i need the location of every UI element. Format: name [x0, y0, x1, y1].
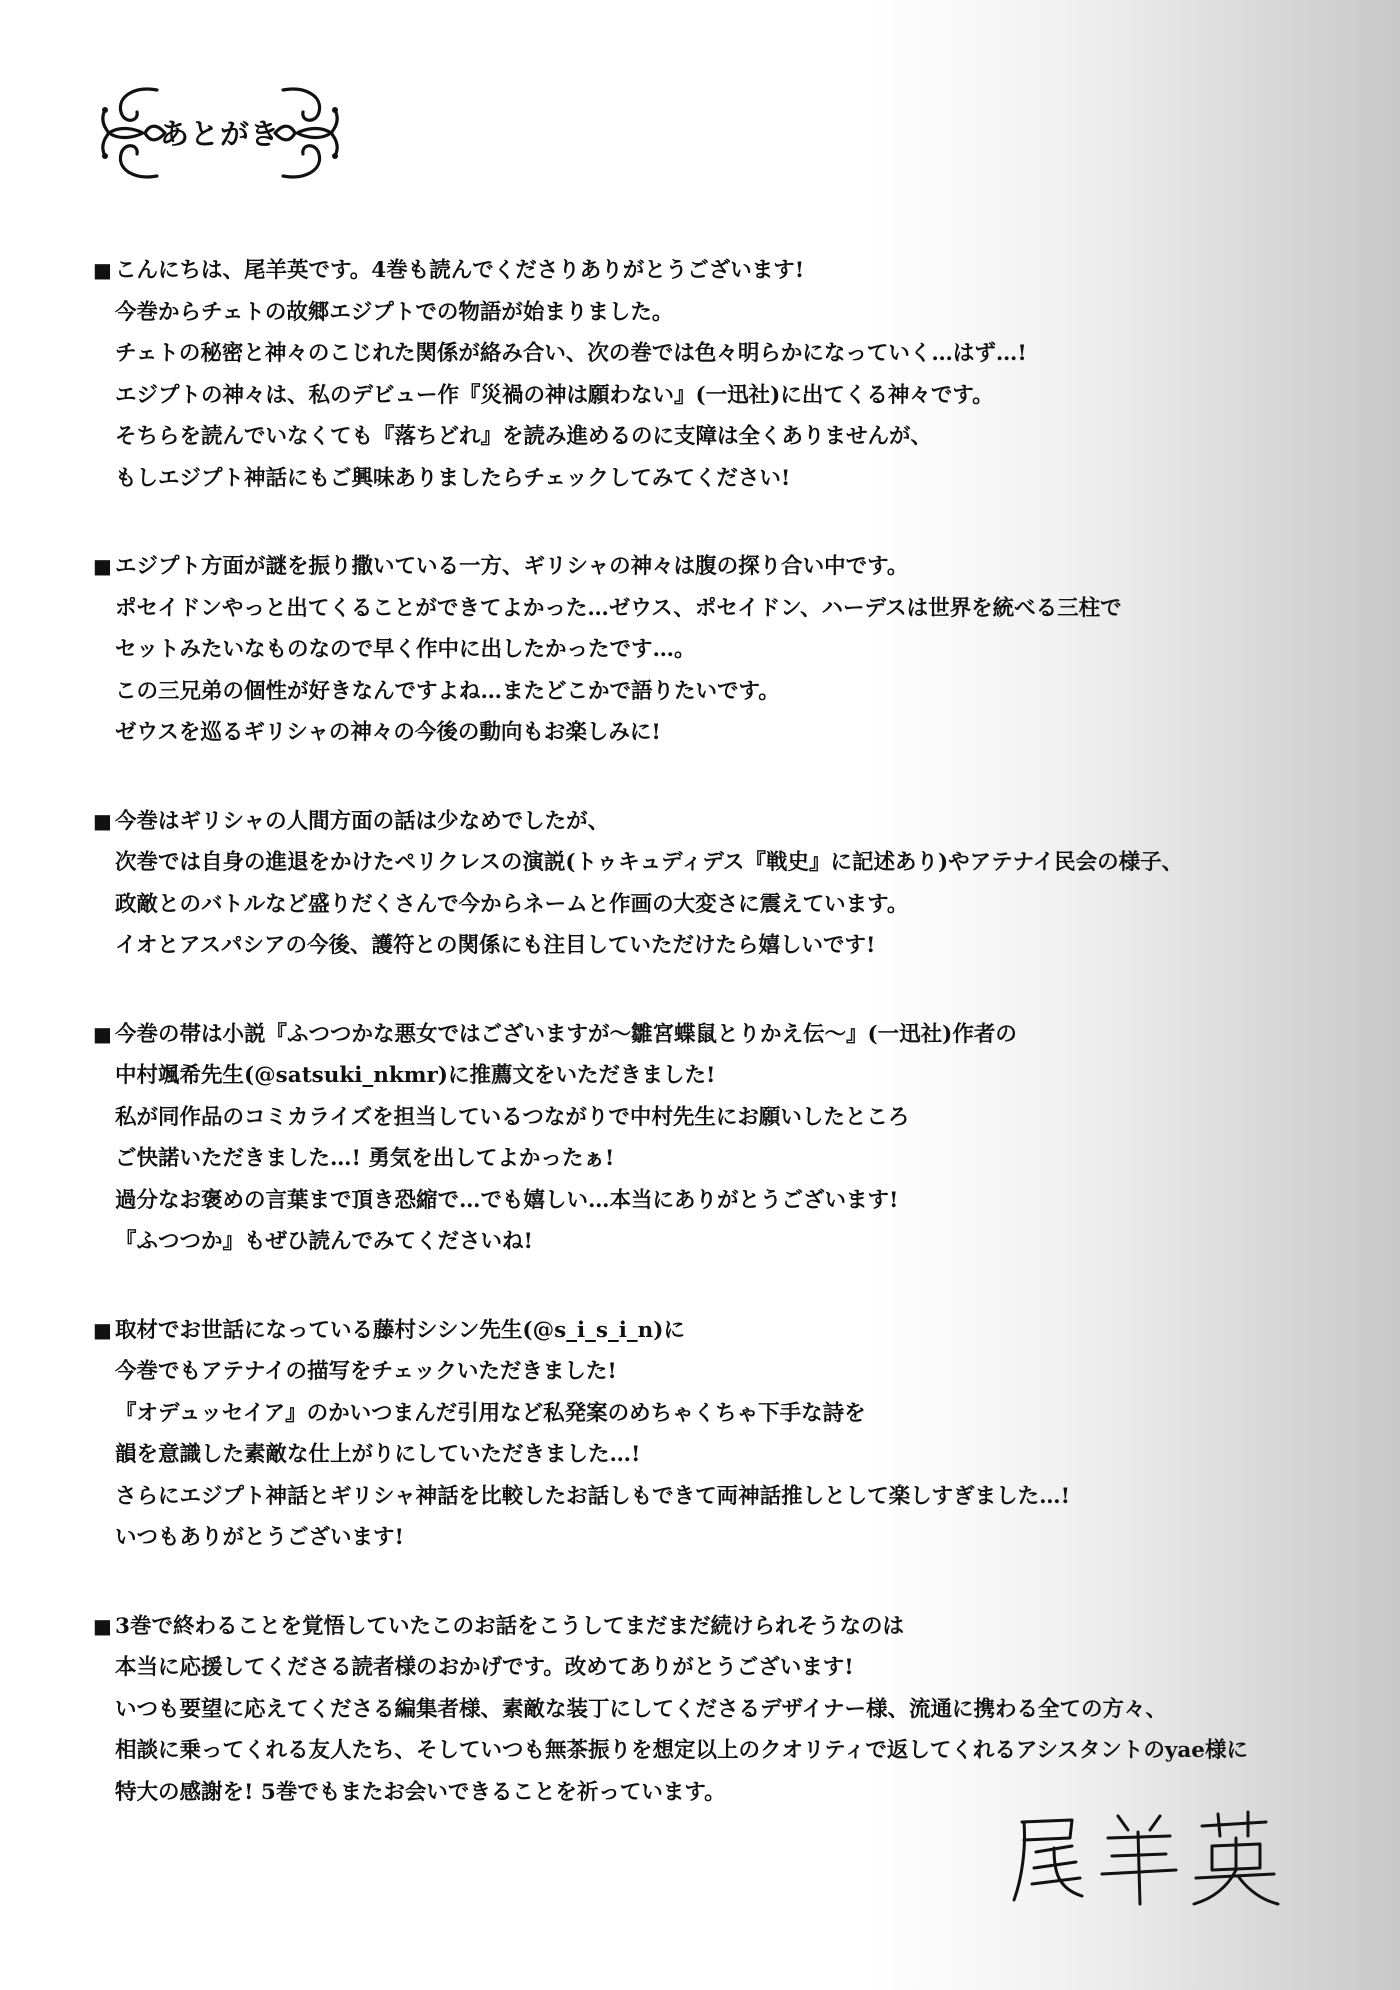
paragraph-line: いつも要望に応えてくださる編集者様、素敵な装丁にしてくださるデザイナー様、流通に携わる全ての方々、	[115, 1696, 1168, 1722]
paragraph-line: ポセイドンやっと出てくることができてよかった…ゼウス、ポセイドン、ハーデスは世界を統べる三柱で	[115, 595, 1122, 621]
paragraph-line: セットみたいなものなので早く作中に出したかったです…。	[115, 637, 696, 662]
paragraph-line: 『ふつつか』もぜひ読んでみてくださいね!	[115, 1229, 533, 1254]
paragraph-line: 中村颯希先生(@satsuki_nkmr)に推薦文をいただきました!	[115, 1063, 716, 1088]
paragraph-6	[93, 1606, 1343, 1814]
flourish-ornament-left-icon	[95, 78, 170, 188]
paragraph-line: 本当に応援してくださる読者様のおかげです。改めてありがとうございます!	[115, 1655, 854, 1680]
paragraph-1	[93, 250, 1343, 499]
paragraph-line: 相談に乗ってくれる友人たち、そしていつも無茶振りを想定以上のクオリティで返してくれるアシスタントのyae様に	[115, 1738, 1248, 1763]
bullet-square-icon: ■	[93, 258, 112, 282]
paragraph-5	[93, 1310, 1343, 1559]
paragraph-line: そちらを読んでいなくても『落ちどれ』を読み進めるのに支障は全くありませんが、	[115, 424, 933, 449]
afterword-title: あとがき	[160, 117, 281, 151]
paragraph-line: 今巻からチェトの故郷エジプトでの物語が始まりました。	[115, 299, 674, 325]
paragraph-line: この三兄弟の個性が好きなんですよね…またどこかで語りたいです。	[115, 678, 780, 704]
paragraph-2	[93, 546, 1343, 754]
author-signature	[1010, 1808, 1280, 1908]
paragraph-line: 特大の感謝を! 5巻でもまたお会いできることを祈っています。	[115, 1779, 726, 1805]
paragraph-line: 韻を意識した素敵な仕上がりにしていただきました…!	[115, 1442, 641, 1467]
paragraph-line: ■ 取材でお世話になっている藤村シシン先生(@s_i_s_i_n)に	[93, 1310, 1343, 1352]
flourish-ornament-right-icon	[270, 78, 345, 188]
bullet-square-icon: ■	[93, 554, 112, 578]
afterword-header	[95, 78, 345, 188]
bullet-square-icon: ■	[93, 1613, 112, 1638]
paragraph-line: チェトの秘密と神々のこじれた関係が絡み合い、次の巻では色々明らかになっていく…はず…!	[115, 341, 1027, 366]
paragraph-4	[93, 1014, 1343, 1263]
paragraph-line: 次巻では自身の進退をかけたペリクレスの演説(トゥキュディデス『戦史』に記述あり)やアテナイ民会の様子、	[115, 850, 1184, 875]
paragraph-line: ■ 今巻はギリシャの人間方面の話は少なめでしたが、	[93, 801, 1343, 843]
bullet-square-icon: ■	[93, 808, 112, 833]
paragraph-line: ■ こんにちは、尾羊英です。4巻も読んでくださりありがとうございます!	[93, 250, 1343, 292]
paragraph-line: ■ エジプト方面が謎を振り撒いている一方、ギリシャの神々は腹の探り合い中です。	[93, 546, 1343, 588]
paragraph-line: 今巻でもアテナイの描写をチェックいただきました!	[115, 1359, 617, 1384]
paragraph-line: エジプトの神々は、私のデビュー作『災禍の神は願わない』(一迅社)に出てくる神々です。	[115, 382, 994, 408]
bullet-square-icon: ■	[93, 1317, 112, 1342]
paragraph-line: さらにエジプト神話とギリシャ神話を比較したお話しもできて両神話推しとして楽しすぎました…!	[115, 1483, 1071, 1509]
paragraph-line: 私が同作品のコミカライズを担当しているつながりで中村先生にお願いしたところ	[115, 1104, 910, 1130]
paragraph-line: ゼウスを巡るギリシャの神々の今後の動向もお楽しみに!	[115, 720, 661, 745]
paragraph-line: イオとアスパシアの今後、護符との関係にも注目していただけたら嬉しいです!	[115, 933, 876, 958]
paragraph-line: 過分なお褒めの言葉まで頂き恐縮で…でも嬉しい…本当にありがとうございます!	[115, 1187, 899, 1213]
paragraph-line: ご快諾いただきました…! 勇気を出してよかったぁ!	[115, 1146, 615, 1171]
paragraph-line: ■ 3巻で終わることを覚悟していたこのお話をこうしてまだまだ続けられそうなのは	[93, 1606, 1343, 1648]
bullet-square-icon: ■	[93, 1021, 112, 1046]
paragraph-line: いつもありがとうございます!	[115, 1525, 404, 1550]
paragraph-3	[93, 801, 1343, 967]
paragraph-line: もしエジプト神話にもご興味ありましたらチェックしてみてください!	[115, 465, 791, 491]
paragraph-line: ■ 今巻の帯は小説『ふつつかな悪女ではございますが～雛宮蝶鼠とりかえ伝～』(一迅社)作者の	[93, 1014, 1343, 1056]
paragraph-line: 『オデュッセイア』のかいつまんだ引用など私発案のめちゃくちゃ下手な詩を	[115, 1400, 866, 1426]
afterword-body	[93, 250, 1343, 1860]
paragraph-line: 政敵とのバトルなど盛りだくさんで今からネームと作画の大変さに震えています。	[115, 891, 909, 917]
